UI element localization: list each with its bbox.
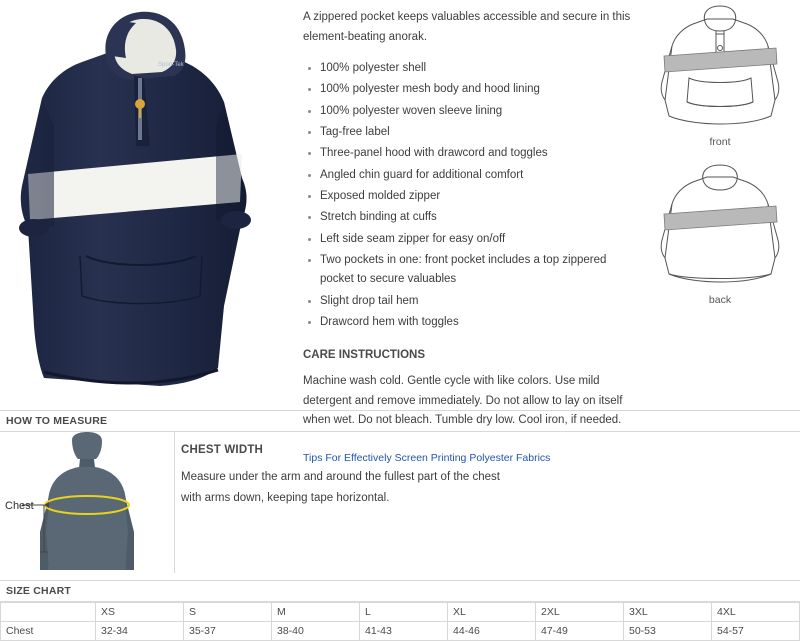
list-item: 100% polyester mesh body and hood lining <box>303 80 632 99</box>
chest-width-line-2: with arms down, keeping tape horizontal. <box>181 492 390 505</box>
product-photo-column <box>0 0 295 410</box>
table-header-s: S <box>184 603 272 622</box>
list-item: 100% polyester woven sleeve lining <box>303 102 632 121</box>
cell-chest-3xl: 50-53 <box>624 622 712 641</box>
table-header-2xl: 2XL <box>536 603 624 622</box>
brand-tag-text: Sport-Tek <box>158 62 184 68</box>
measure-figure <box>0 432 175 573</box>
table-header-xl: XL <box>448 603 536 622</box>
list-item: Slight drop tail hem <box>303 292 632 311</box>
chest-width-title: CHEST WIDTH <box>181 444 264 456</box>
chest-width-line-1: Measure under the arm and around the fullest part of the chest <box>181 471 500 483</box>
cell-chest-m: 38-40 <box>272 622 360 641</box>
list-item: Tag-free label <box>303 123 632 142</box>
list-item: Drawcord hem with toggles <box>303 313 632 332</box>
cell-chest-4xl: 54-57 <box>712 622 800 641</box>
feature-list <box>303 59 632 332</box>
cell-chest-xs: 32-34 <box>96 622 184 641</box>
chest-label-text: Chest <box>5 500 34 512</box>
how-to-measure-section <box>0 432 800 573</box>
back-sketch-icon <box>645 162 795 287</box>
table-header-xs: XS <box>96 603 184 622</box>
table-header-blank <box>1 603 96 622</box>
size-chart-heading: SIZE CHART <box>0 580 800 602</box>
list-item: Left side seam zipper for easy on/off <box>303 230 632 249</box>
care-instructions-heading: CARE INSTRUCTIONS <box>303 349 426 362</box>
front-sketch-box <box>640 4 800 148</box>
back-sketch-box <box>640 162 800 306</box>
size-chart-table <box>0 602 800 641</box>
list-item: Stretch binding at cuffs <box>303 208 632 227</box>
screen-printing-tips-link[interactable]: Tips For Effectively Screen Printing Polyester Fabrics <box>303 452 551 465</box>
list-item: Exposed molded zipper <box>303 187 632 206</box>
front-sketch-caption: front <box>709 136 731 148</box>
product-description-column <box>295 0 640 465</box>
list-item: Two pockets in one: front pocket includes a top zippered pocket to secure valuables <box>303 251 632 290</box>
size-chart-section <box>0 580 800 641</box>
back-sketch-caption: back <box>708 294 732 306</box>
cell-chest-l: 41-43 <box>360 622 448 641</box>
front-sketch-icon <box>645 4 795 129</box>
table-header-m: M <box>272 603 360 622</box>
table-header-4xl: 4XL <box>712 603 800 622</box>
care-instructions-text: Machine wash cold. Gentle cycle with like colors. Use mild detergent and remove immediately. Do not allow to lay on itself when wet. Do not bleach. Tumble dry low. Cool iron, if needed. <box>303 374 623 427</box>
measure-text-block <box>175 432 500 573</box>
product-photo <box>10 6 285 396</box>
table-row <box>1 622 800 641</box>
technical-sketch-column <box>640 0 800 410</box>
list-item: 100% polyester shell <box>303 59 632 78</box>
cell-chest-xl: 44-46 <box>448 622 536 641</box>
description-intro: A zippered pocket keeps valuables accessible and secure in this element-beating anorak. <box>303 11 631 43</box>
cell-chest-2xl: 47-49 <box>536 622 624 641</box>
cell-chest-s: 35-37 <box>184 622 272 641</box>
list-item: Three-panel hood with drawcord and toggles <box>303 144 632 163</box>
row-label-chest: Chest <box>1 622 96 641</box>
table-header-3xl: 3XL <box>624 603 712 622</box>
how-to-measure-heading: HOW TO MEASURE <box>0 410 800 432</box>
table-header-l: L <box>360 603 448 622</box>
chest-measure-diagram <box>0 432 174 572</box>
table-header-row <box>1 603 800 622</box>
list-item: Angled chin guard for additional comfort <box>303 166 632 185</box>
